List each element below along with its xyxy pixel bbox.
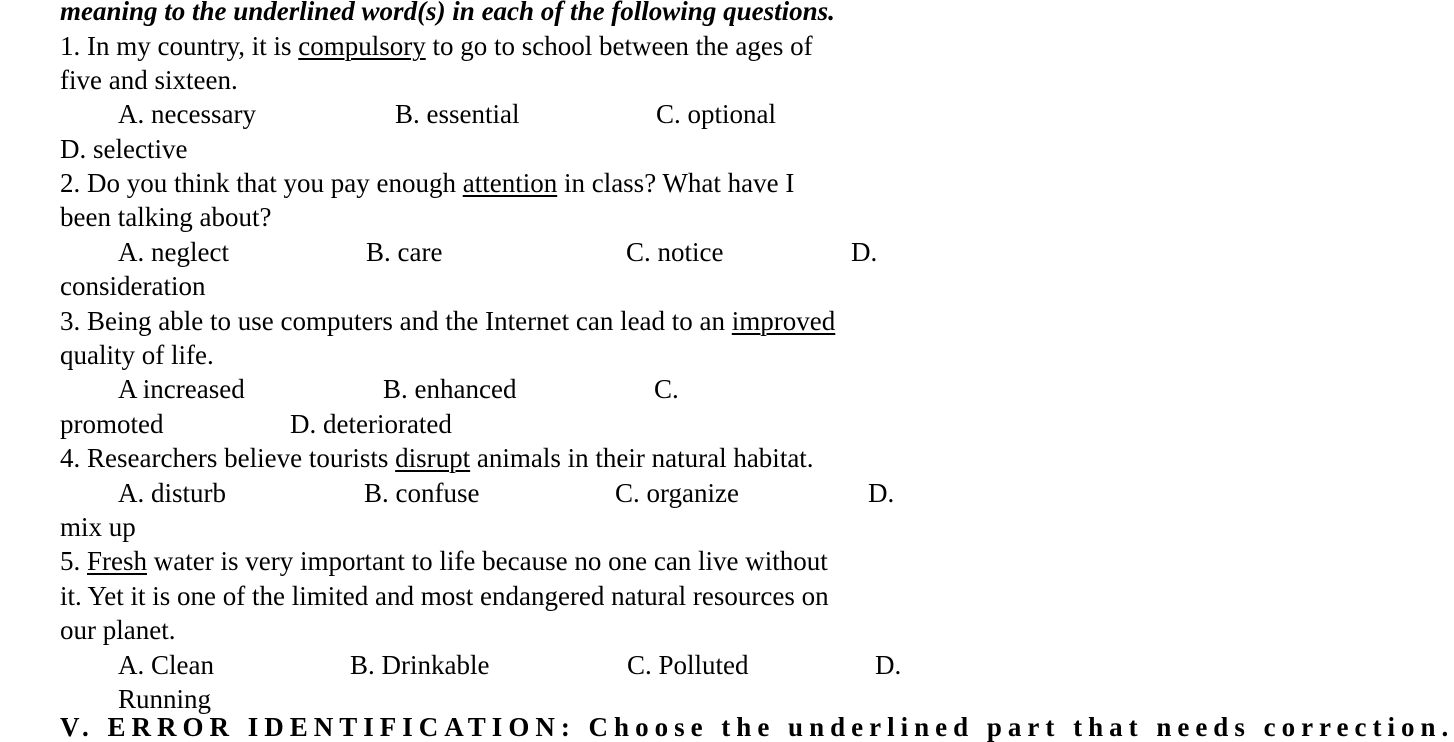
question-3-option-d: D. deteriorated — [290, 409, 452, 439]
question-2-option-d-text: consideration — [60, 271, 206, 301]
question-1-underlined-word: compulsory — [298, 31, 426, 61]
question-4-option-d-label: D. — [868, 478, 895, 508]
question-2-text-post: in class? What have I — [557, 168, 795, 198]
question-4-text-pre: 4. Researchers believe tourists — [60, 443, 396, 473]
question-4-option-b: B. confuse — [364, 478, 480, 508]
question-4-text-post: animals in their natural habitat. — [470, 443, 814, 473]
question-3-text-pre: 3. Being able to use computers and the Internet can lead to an — [60, 306, 732, 336]
next-section-heading: V. ERROR IDENTIFICATION: Choose the underlined part that needs correction. — [60, 712, 1454, 742]
question-2-option-d-label: D. — [851, 237, 878, 267]
question-1-option-d: D. selective — [60, 134, 188, 164]
question-4-option-a: A. disturb — [118, 478, 226, 508]
question-5-option-d-text: Running — [118, 684, 212, 714]
question-3-option-c-text: promoted — [60, 409, 164, 439]
question-3-option-c-label: C. — [654, 374, 679, 404]
question-2-option-c: C. notice — [626, 237, 724, 267]
next-section-heading-cropped — [60, 712, 1454, 742]
question-4-underlined-word: disrupt — [395, 443, 471, 473]
question-5-option-d-label: D. — [875, 650, 902, 680]
question-5-text — [60, 546, 828, 576]
question-2-text — [60, 168, 794, 198]
question-4-option-d-text: mix up — [60, 512, 136, 542]
question-1-option-a: A. necessary — [118, 99, 256, 129]
question-1-text-post: to go to school between the ages of — [425, 31, 813, 61]
question-2-option-b: B. care — [366, 237, 443, 267]
question-3-text-line2: quality of life. — [60, 340, 214, 370]
question-4-option-c: C. organize — [615, 478, 739, 508]
question-5-text-line2: it. Yet it is one of the limited and most endangered natural resources on — [60, 581, 829, 611]
question-1-option-c: C. optional — [656, 99, 776, 129]
question-5-option-a: A. Clean — [118, 650, 214, 680]
question-5-text-post: water is very important to life because no one can live without — [147, 546, 828, 576]
question-2-underlined-word: attention — [462, 168, 558, 198]
question-3-option-b: B. enhanced — [383, 374, 517, 404]
question-2-text-pre: 2. Do you think that you pay enough — [60, 168, 463, 198]
question-1-text-pre: 1. In my country, it is — [60, 31, 299, 61]
question-1-text — [60, 31, 813, 61]
question-1-option-b: B. essential — [395, 99, 520, 129]
instruction-text: meaning to the underlined word(s) in each of the following questions. — [60, 0, 835, 26]
question-5-underlined-word: Fresh — [87, 546, 147, 576]
question-5-option-c: C. Polluted — [627, 650, 749, 680]
question-3-option-a: A increased — [118, 374, 245, 404]
question-5-text-pre: 5. — [60, 546, 87, 576]
question-4-text — [60, 443, 814, 473]
question-2-option-a: A. neglect — [118, 237, 229, 267]
question-3-text — [60, 306, 835, 336]
question-5-option-b: B. Drinkable — [350, 650, 490, 680]
question-3-underlined-word: improved — [731, 306, 836, 336]
question-2-text-line2: been talking about? — [60, 202, 272, 232]
question-5-text-line3: our planet. — [60, 615, 176, 645]
question-1-text-line2: five and sixteen. — [60, 65, 238, 95]
